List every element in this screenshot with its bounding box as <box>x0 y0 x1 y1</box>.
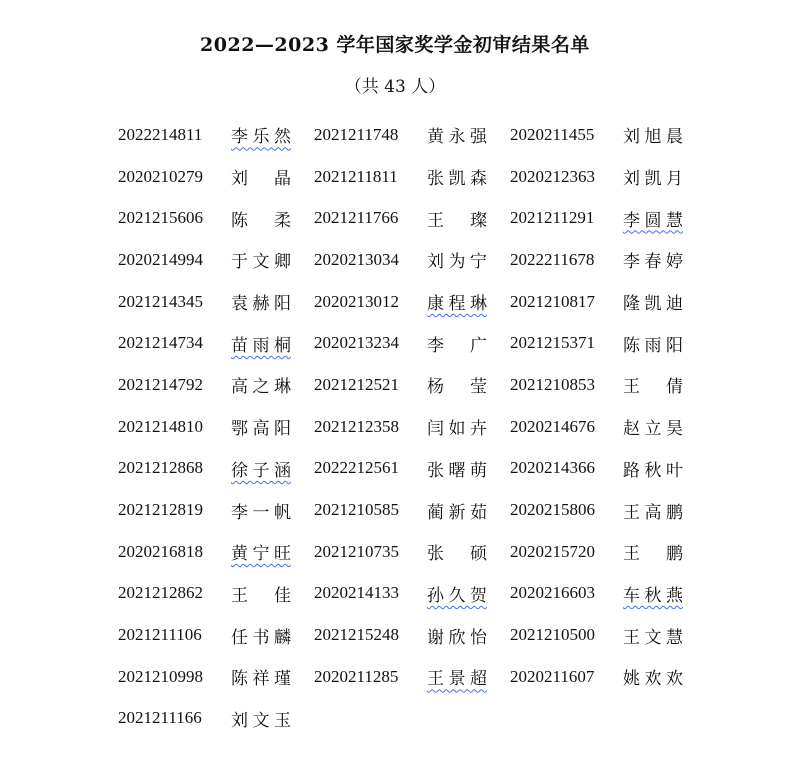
list-row <box>118 448 706 490</box>
list-item <box>118 456 314 481</box>
student-name: 隆凯迪 <box>623 294 683 315</box>
student-id: 2021212862 <box>118 583 203 603</box>
list-item <box>510 623 706 648</box>
student-id: 2020214366 <box>510 458 595 478</box>
list-item <box>314 498 510 523</box>
student-name: 李一帆 <box>231 502 291 523</box>
student-name: 苗雨桐 <box>231 335 291 356</box>
student-id: 2022211678 <box>510 249 595 269</box>
student-name: 王 鹏 <box>623 544 683 565</box>
list-item <box>314 206 510 231</box>
student-name: 康程琳 <box>427 294 487 315</box>
list-row <box>118 114 706 156</box>
student-name: 袁赫阳 <box>231 294 291 315</box>
student-id: 2021210853 <box>510 374 595 394</box>
student-id: 2021210735 <box>314 541 399 561</box>
list-row <box>118 656 706 698</box>
student-name: 孙久贺 <box>427 585 487 606</box>
student-name: 蔺新茹 <box>427 502 487 523</box>
list-item <box>118 539 314 564</box>
list-item <box>118 289 314 314</box>
student-id: 2021210585 <box>314 500 399 520</box>
page-subtitle: （共 43 人） <box>344 77 446 97</box>
student-id: 2021212521 <box>314 374 399 394</box>
student-id: 2020214676 <box>510 416 595 436</box>
list-item <box>314 539 510 564</box>
student-id: 2021212819 <box>118 500 203 520</box>
student-id: 2020216603 <box>510 583 595 603</box>
student-id: 2020216818 <box>118 541 203 561</box>
student-id: 2021211766 <box>314 208 399 228</box>
list-row <box>118 698 706 740</box>
student-name: 杨 莹 <box>427 377 487 398</box>
student-name: 王高鹏 <box>623 502 683 523</box>
student-id: 2021212868 <box>118 458 203 478</box>
list-item <box>118 664 314 689</box>
student-name: 赵立昊 <box>623 419 683 440</box>
student-name: 陈 柔 <box>231 210 291 231</box>
student-id: 2022214811 <box>118 124 203 144</box>
list-item <box>510 664 706 689</box>
student-name: 路秋叶 <box>623 460 683 481</box>
student-id: 2022212561 <box>314 458 399 478</box>
student-name: 王景超 <box>427 669 487 690</box>
student-id: 2021211291 <box>510 208 595 228</box>
list-item <box>118 331 314 356</box>
list-item <box>510 206 706 231</box>
student-name: 鄂高阳 <box>231 419 291 440</box>
student-name: 王 佳 <box>231 585 291 606</box>
list-row <box>118 531 706 573</box>
list-item <box>510 539 706 564</box>
list-item <box>314 664 510 689</box>
list-row <box>118 197 706 239</box>
student-id: 2021214792 <box>118 374 203 394</box>
list-item <box>118 498 314 523</box>
student-id: 2020210279 <box>118 166 203 186</box>
list-item <box>510 331 706 356</box>
list-item <box>510 456 706 481</box>
student-name: 刘凯月 <box>623 169 683 190</box>
list-item <box>118 706 314 731</box>
list-item <box>118 581 314 606</box>
list-row <box>118 281 706 323</box>
student-id: 2021215606 <box>118 208 203 228</box>
student-name: 刘旭晨 <box>623 127 683 148</box>
student-name: 陈祥瑾 <box>231 669 291 690</box>
list-row <box>118 614 706 656</box>
student-id: 2021214734 <box>118 333 203 353</box>
list-item <box>118 247 314 272</box>
list-item <box>510 372 706 397</box>
student-name: 张凯森 <box>427 169 487 190</box>
list-item <box>118 623 314 648</box>
student-name: 王 倩 <box>623 377 683 398</box>
student-name: 徐子涵 <box>231 460 291 481</box>
student-id: 2021211811 <box>314 166 398 186</box>
student-name: 闫如卉 <box>427 419 487 440</box>
student-id: 2020213234 <box>314 333 399 353</box>
list-item <box>118 122 314 147</box>
student-id: 2020211607 <box>510 666 595 686</box>
list-item <box>314 414 510 439</box>
student-name: 于文卿 <box>231 252 291 273</box>
list-item <box>118 372 314 397</box>
list-item <box>314 122 510 147</box>
list-row <box>118 489 706 531</box>
student-name: 李春婷 <box>623 252 683 273</box>
student-name: 黄永强 <box>427 127 487 148</box>
list-item <box>510 414 706 439</box>
student-name: 姚欢欢 <box>623 669 683 690</box>
list-item <box>510 581 706 606</box>
student-name: 李 广 <box>427 335 487 356</box>
name-list <box>118 114 706 739</box>
student-id: 2021215248 <box>314 625 399 645</box>
student-id: 2021210817 <box>510 291 595 311</box>
student-id: 2021210500 <box>510 625 595 645</box>
student-id: 2021210998 <box>118 666 203 686</box>
list-item <box>314 456 510 481</box>
student-id: 2021212358 <box>314 416 399 436</box>
student-id: 2020214133 <box>314 583 399 603</box>
page-title: 2022—2023 学年国家奖学金初审结果名单 <box>200 34 590 56</box>
list-item <box>510 289 706 314</box>
student-id: 2020212363 <box>510 166 595 186</box>
list-item <box>118 164 314 189</box>
student-id: 2021211748 <box>314 124 399 144</box>
student-name: 李乐然 <box>231 127 291 148</box>
student-name: 谢欣怡 <box>427 627 487 648</box>
list-row <box>118 406 706 448</box>
list-item <box>314 289 510 314</box>
list-item <box>314 164 510 189</box>
student-name: 李圆慧 <box>623 210 683 231</box>
student-id: 2021215371 <box>510 333 595 353</box>
student-id: 2020211455 <box>510 124 595 144</box>
student-name: 刘 晶 <box>231 169 291 190</box>
list-item <box>118 206 314 231</box>
student-name: 黄宁旺 <box>231 544 291 565</box>
student-id: 2021214345 <box>118 291 203 311</box>
list-item <box>510 122 706 147</box>
student-id: 2020214994 <box>118 249 203 269</box>
list-row <box>118 156 706 198</box>
student-id: 2020215720 <box>510 541 595 561</box>
student-name: 王文慧 <box>623 627 683 648</box>
list-item <box>314 247 510 272</box>
list-item <box>314 331 510 356</box>
student-name: 陈雨阳 <box>623 335 683 356</box>
list-row <box>118 364 706 406</box>
list-item <box>510 498 706 523</box>
student-id: 2021211166 <box>118 708 202 728</box>
student-id: 2020211285 <box>314 666 399 686</box>
list-item <box>314 581 510 606</box>
student-id: 2021214810 <box>118 416 203 436</box>
student-id: 2021211106 <box>118 625 202 645</box>
list-item <box>314 623 510 648</box>
list-row <box>118 573 706 615</box>
student-id: 2020215806 <box>510 500 595 520</box>
student-id: 2020213034 <box>314 249 399 269</box>
student-name: 刘文玉 <box>231 710 291 731</box>
list-item <box>510 164 706 189</box>
student-name: 高之琳 <box>231 377 291 398</box>
student-id: 2020213012 <box>314 291 399 311</box>
student-name: 王 璨 <box>427 210 487 231</box>
list-item <box>314 372 510 397</box>
list-item <box>510 247 706 272</box>
student-name: 张 硕 <box>427 544 487 565</box>
student-name: 任书麟 <box>231 627 291 648</box>
list-item <box>118 414 314 439</box>
student-name: 刘为宁 <box>427 252 487 273</box>
list-row <box>118 322 706 364</box>
list-row <box>118 239 706 281</box>
student-name: 张曙萌 <box>427 460 487 481</box>
student-name: 车秋燕 <box>623 585 683 606</box>
